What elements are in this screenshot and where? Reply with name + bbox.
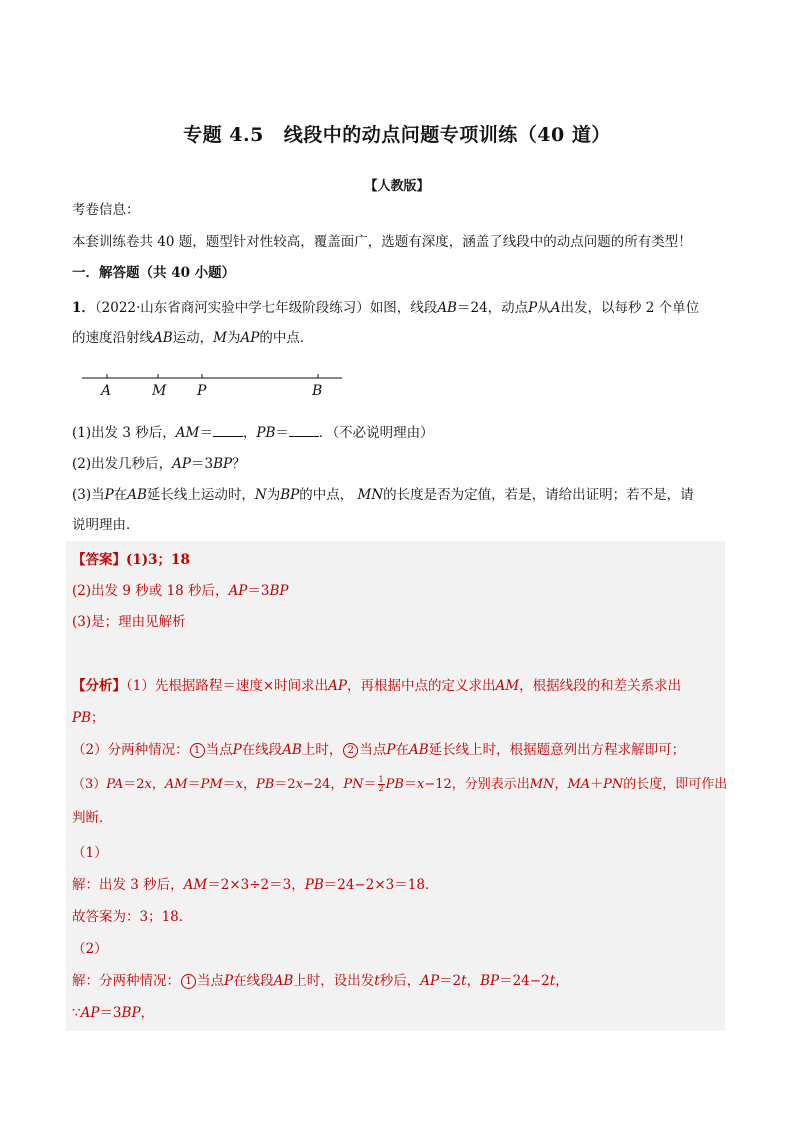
solution-2-line: [72, 971, 569, 991]
a-var: AB: [282, 742, 302, 758]
solution-1-heading: （1）: [72, 845, 108, 861]
a-text: −12，分别表示出: [424, 777, 530, 792]
a-var: PB: [256, 777, 275, 792]
q-var: MN: [357, 487, 384, 503]
q-var: BP: [280, 487, 300, 503]
a-text: ＝: [187, 777, 201, 792]
q-text: 的长度是否为定值，若是，请给出证明；若不是，请: [383, 487, 694, 503]
a-var: t: [374, 973, 380, 989]
sub-question-1: [72, 423, 434, 443]
a-var: AP: [328, 678, 347, 694]
a-text: ＋: [590, 777, 604, 792]
a-text: ，根据线段的和差关系求出: [519, 678, 682, 694]
a-text: ＝24−2: [499, 973, 550, 989]
a-text: −24，: [302, 777, 344, 792]
point-label-a: A: [101, 383, 112, 399]
answer-blank: [289, 423, 319, 437]
a-var: P: [232, 742, 242, 758]
q-text: ＝3: [190, 456, 214, 472]
circled-one-icon: 1: [181, 974, 196, 989]
q-var: AM: [175, 425, 200, 441]
q-var: M: [213, 330, 227, 346]
a-text: ＝: [403, 777, 417, 792]
solution-1-answer: 故答案为：3；18．: [72, 909, 193, 925]
q-var: P: [104, 487, 114, 503]
a-text: 当点: [205, 742, 233, 758]
a-text: 当点: [359, 742, 387, 758]
a-var: x: [144, 777, 152, 792]
answer-text: (2)出发 9 秒或 18 秒后，: [72, 583, 229, 599]
a-text: ＝: [222, 777, 236, 792]
analysis-line-4: [72, 775, 727, 795]
a-var: AM: [495, 678, 520, 694]
a-text: 延长线上时，根据题意列出方程求解即可；: [428, 742, 686, 758]
a-text: ＝2: [274, 777, 296, 792]
q-var: AP: [172, 456, 191, 472]
answer-line-3: (3)是；理由见解析: [72, 614, 186, 630]
q-text: 出发，以每秒 2 个单位: [560, 300, 700, 316]
a-text: 在线段: [241, 742, 283, 758]
answer-text: (1)3；18: [126, 552, 190, 568]
a-text: ，再根据中点的定义求出: [347, 678, 496, 694]
a-text: （3）: [72, 777, 107, 792]
q-var: P: [528, 300, 538, 316]
a-var: BP: [121, 1005, 141, 1021]
a-var: AM: [183, 877, 208, 893]
q-var: AB: [153, 330, 173, 346]
a-text: ＝3: [99, 1005, 122, 1021]
a-text: 上时，: [301, 742, 343, 758]
circled-two-icon: 2: [343, 743, 358, 758]
question-1-line-2: [72, 328, 313, 348]
exam-info-label: 考卷信息：: [72, 202, 140, 218]
q-text: ？: [232, 456, 246, 472]
section-heading: 一．解答题（共 40 小题）: [72, 265, 236, 281]
a-var: AP: [80, 1005, 100, 1021]
a-var: x: [416, 777, 425, 792]
q-text: (2)出发几秒后，: [72, 456, 173, 472]
circled-one-icon: 1: [190, 743, 205, 758]
a-text: ，: [554, 777, 568, 792]
answer-blank: [213, 423, 243, 437]
a-var: AB: [408, 742, 429, 758]
q-var: PB: [256, 425, 276, 441]
a-var: MA: [567, 777, 591, 792]
q-text: 的中点，: [299, 487, 354, 503]
segment-line: [80, 368, 345, 382]
a-text: （2）分两种情况：: [72, 742, 189, 758]
a-text: ，: [140, 1005, 155, 1021]
q-var: A: [550, 300, 561, 316]
because-symbol: ∵: [72, 1005, 81, 1021]
q-text: ，: [242, 425, 257, 441]
a-text: ；: [91, 710, 105, 726]
solution-2-heading: （2）: [72, 941, 108, 957]
a-var: x: [235, 777, 244, 792]
sub-question-3-cont: 说明理由．: [72, 517, 140, 533]
exam-info-desc: 本套训练卷共 40 题，题型针对性较高，覆盖面广，选题有深度，涵盖了线段中的动点问题的所有类型！: [72, 234, 692, 250]
a-var: BP: [480, 973, 500, 989]
fraction-half: [378, 776, 385, 793]
a-text: ＝2×3÷2＝3，: [207, 877, 305, 893]
a-text: 当点: [197, 973, 224, 989]
q-text: 为: [227, 330, 241, 346]
a-var: t: [461, 973, 467, 989]
answer-var: BP: [269, 583, 289, 599]
a-var: PN: [603, 777, 624, 792]
q-text: (1)出发 3 秒后，: [72, 425, 176, 441]
title-text: 线段中的动点问题专项训练（40 道）: [283, 124, 611, 146]
a-text: ，: [243, 777, 257, 792]
a-text: 解：出发 3 秒后，: [72, 877, 184, 893]
q-text: (3)当: [72, 487, 105, 503]
a-var: PB: [72, 710, 92, 726]
a-text: ＝2: [439, 973, 462, 989]
question-number: 1．: [72, 300, 95, 316]
sub-question-2: [72, 454, 246, 474]
a-text: 在线段: [233, 973, 274, 989]
segment-figure: [80, 368, 345, 404]
analysis-line-3: [72, 740, 685, 760]
a-var: PA: [106, 777, 124, 792]
a-text: 秒后，: [379, 973, 421, 989]
q-text: 在: [113, 487, 128, 503]
edition-label: 【人教版】: [364, 179, 430, 194]
q-text: 如图，线段: [369, 300, 438, 316]
a-var: t: [549, 973, 556, 989]
answer-text: ＝3: [247, 583, 270, 599]
point-label-m: M: [152, 383, 167, 399]
a-var: MN: [529, 777, 555, 792]
solution-2-line-2: [72, 1003, 154, 1023]
analysis-label: 【分析】: [72, 678, 126, 694]
answer-line-2: [72, 581, 289, 601]
fraction-denominator: 2: [378, 784, 384, 793]
analysis-line-5: 判断．: [72, 810, 113, 826]
q-text: ．（不必说明理由）: [318, 425, 434, 441]
a-var: PN: [343, 777, 364, 792]
question-source: （2022·山东省商河实验中学七年级阶段练习）: [94, 300, 370, 316]
q-var: N: [254, 487, 267, 503]
q-text: 运动，: [172, 330, 214, 346]
a-text: 在: [395, 742, 409, 758]
q-var: AP: [240, 330, 260, 346]
a-var: AB: [273, 973, 294, 989]
analysis-line-1: [72, 676, 681, 696]
answer-var: AP: [228, 583, 248, 599]
question-1-line-1: [72, 298, 699, 318]
a-text: ，: [466, 973, 481, 989]
point-label-p: P: [197, 383, 207, 399]
a-var: AP: [420, 973, 440, 989]
a-var: AM: [164, 777, 188, 792]
a-var: x: [295, 777, 303, 792]
point-label-b: B: [312, 383, 323, 399]
q-text: 的中点．: [259, 330, 314, 346]
q-text: ＝24，动点: [456, 300, 529, 316]
q-var: AB: [127, 487, 147, 503]
a-text: ，: [555, 973, 569, 989]
a-text: （1）先根据路程＝速度×时间求出: [126, 678, 329, 694]
q-text: 为: [266, 487, 281, 503]
a-var: PM: [200, 777, 223, 792]
analysis-line-2: [72, 708, 105, 728]
q-text: 从: [537, 300, 551, 316]
a-var: PB: [385, 777, 404, 792]
q-text: ＝: [199, 425, 213, 441]
q-var: BP: [213, 456, 233, 472]
a-text: 解：分两种情况：: [72, 973, 180, 989]
document-title: [0, 120, 794, 147]
q-var: AB: [437, 300, 457, 316]
title-number: 专题 4.5: [183, 124, 264, 146]
q-text: 的速度沿射线: [72, 330, 153, 346]
a-text: ＝2: [123, 777, 145, 792]
a-var: PB: [304, 877, 324, 893]
solution-1-line: [72, 875, 438, 895]
a-text: ，: [151, 777, 165, 792]
a-text: ＝24−2×3＝18．: [323, 877, 439, 893]
answer-line-1: [72, 550, 190, 570]
a-var: P: [224, 973, 234, 989]
q-text: 延长线上运动时，: [146, 487, 255, 503]
a-var: P: [386, 742, 396, 758]
a-text: 的长度，即可作出: [623, 777, 728, 792]
q-text: ＝: [275, 425, 289, 441]
answer-label: 【答案】: [72, 552, 126, 568]
sub-question-3: [72, 485, 694, 505]
a-text: ＝: [363, 777, 377, 792]
fraction-numerator: 1: [378, 775, 384, 784]
a-text: 上时，设出发: [293, 973, 375, 989]
